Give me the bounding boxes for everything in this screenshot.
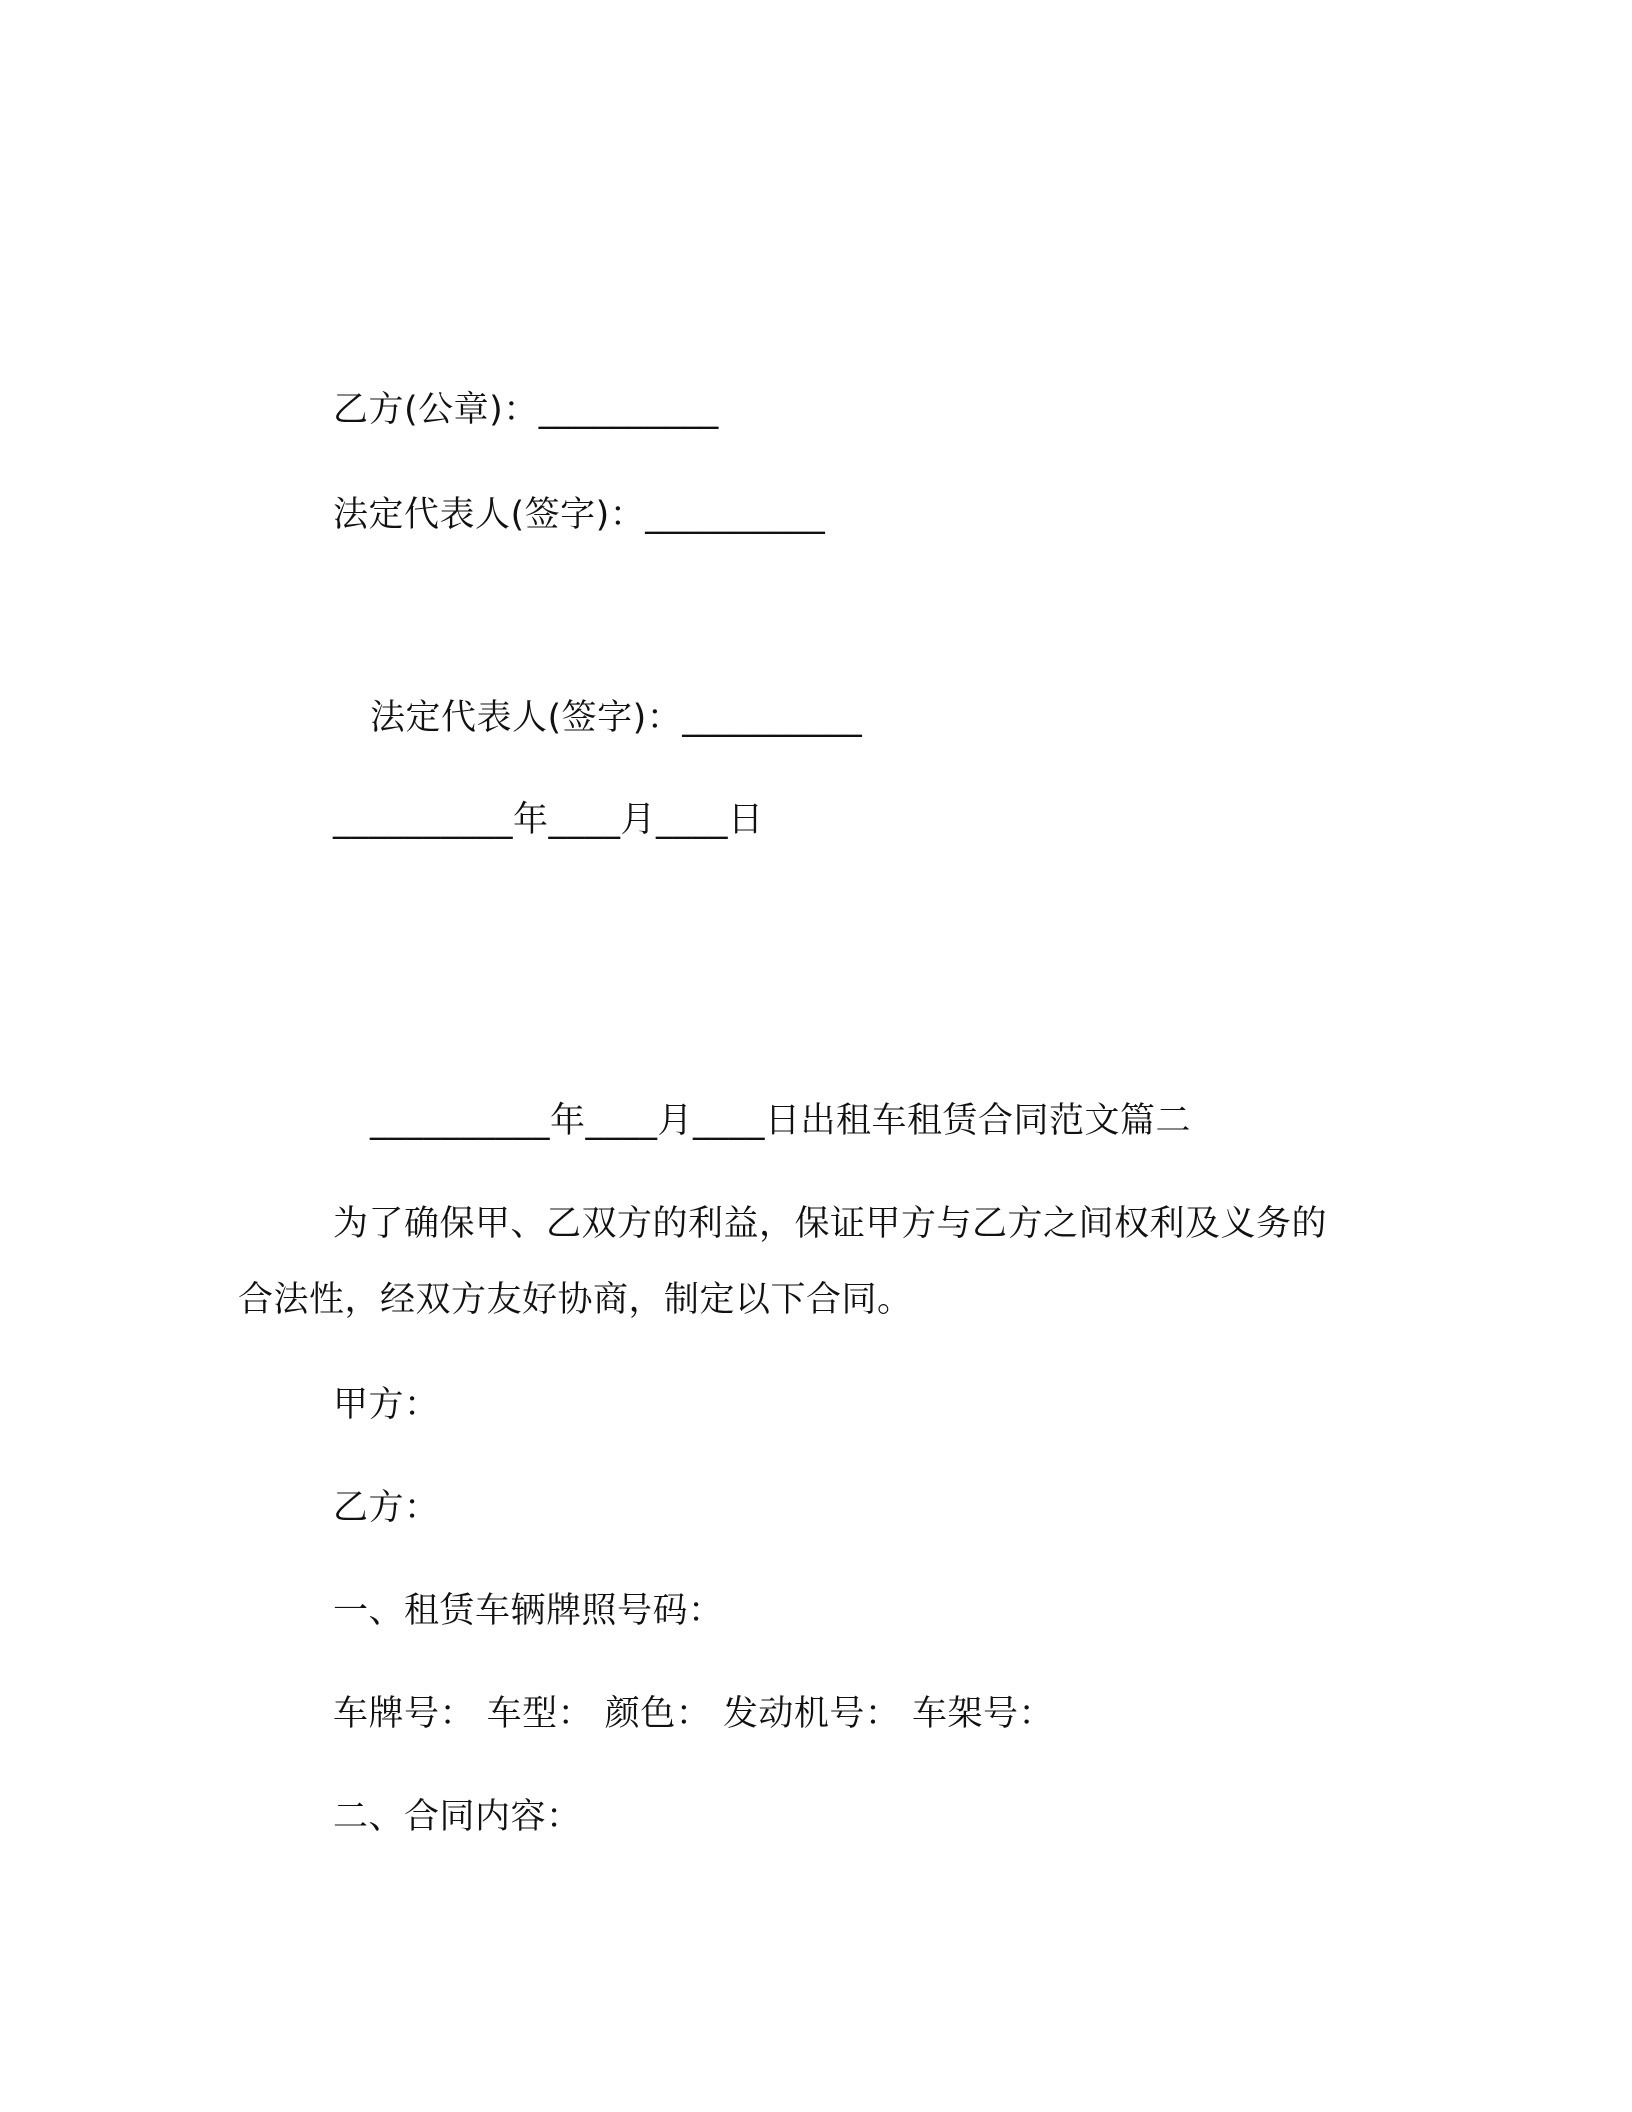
- section-title: __________年____月____日出租车租赁合同范文篇二: [370, 1101, 1192, 1141]
- intro-paragraph-line-1: 为了确保甲、乙双方的利益，保证甲方与乙方之间权利及义务的: [333, 1204, 1328, 1244]
- clause-1-title: 一、租赁车辆牌照号码：: [333, 1591, 724, 1631]
- date-line: __________年____月____日: [333, 800, 764, 840]
- vehicle-fields-line: 车牌号： 车型： 颜色： 发动机号： 车架号：: [333, 1694, 1055, 1734]
- intro-paragraph-line-2: 合法性，经双方友好协商，制定以下合同。: [238, 1280, 913, 1320]
- clause-2-title: 二、合同内容：: [333, 1797, 582, 1837]
- party-b-label: 乙方：: [333, 1488, 440, 1528]
- party-a-label: 甲方：: [333, 1385, 440, 1425]
- legal-rep-signature-line-2: 法定代表人(签字)：__________: [370, 698, 863, 738]
- legal-rep-signature-line: 法定代表人(签字)：__________: [333, 495, 826, 535]
- party-b-seal-line: 乙方(公章)：__________: [333, 390, 719, 430]
